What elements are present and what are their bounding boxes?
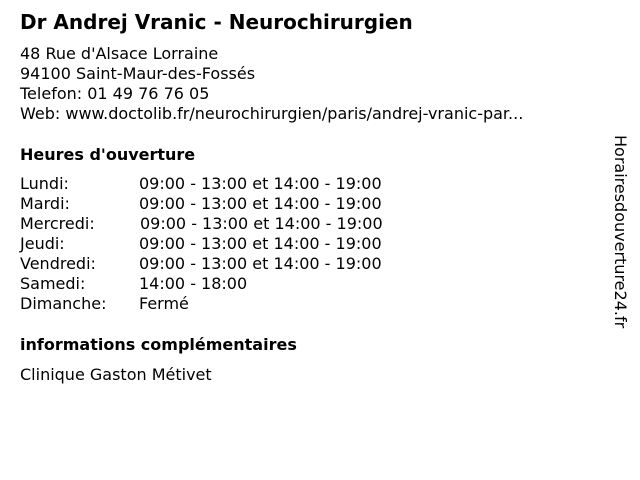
time-value: 09:00 - 13:00 et 14:00 - 19:00 [140, 214, 383, 233]
day-label: Jeudi: [20, 234, 65, 253]
time-value: 09:00 - 13:00 et 14:00 - 19:00 [139, 254, 382, 273]
hours-row-dimanche [20, 294, 440, 314]
opening-hours-title: Heures d'ouverture [20, 145, 196, 164]
time-value: 09:00 - 13:00 et 14:00 - 19:00 [139, 234, 382, 253]
hours-row-mardi [20, 194, 440, 214]
day-label: Samedi: [20, 274, 86, 293]
phone-number: Telefon: 01 49 76 76 05 [20, 84, 210, 103]
additional-info-title: informations complémentaires [20, 335, 297, 354]
hours-row-vendredi [20, 254, 440, 274]
website-link[interactable]: Web: www.doctolib.fr/neurochirurgien/paris/andrej-vranic-par... [20, 104, 524, 123]
day-label: Dimanche: [20, 294, 107, 313]
site-watermark: Horairesdouverture24.fr [611, 135, 630, 329]
day-label: Mardi: [20, 194, 70, 213]
hours-row-samedi [20, 274, 440, 294]
day-label: Mercredi: [20, 214, 95, 233]
opening-hours-table [20, 174, 440, 314]
clinic-name: Clinique Gaston Métivet [20, 365, 212, 384]
time-value: Fermé [139, 294, 189, 313]
hours-row-mercredi [20, 214, 440, 234]
time-value: 14:00 - 18:00 [139, 274, 248, 293]
hours-row-lundi [20, 174, 440, 194]
time-value: 09:00 - 13:00 et 14:00 - 19:00 [139, 174, 382, 193]
street-address: 48 Rue d'Alsace Lorraine [20, 44, 219, 63]
time-value: 09:00 - 13:00 et 14:00 - 19:00 [139, 194, 382, 213]
hours-row-jeudi [20, 234, 440, 254]
day-label: Lundi: [20, 174, 69, 193]
address-block [20, 44, 523, 124]
day-label: Vendredi: [20, 254, 96, 273]
city-address: 94100 Saint-Maur-des-Fossés [20, 64, 256, 83]
page-title: Dr Andrej Vranic - Neurochirurgien [20, 10, 413, 34]
